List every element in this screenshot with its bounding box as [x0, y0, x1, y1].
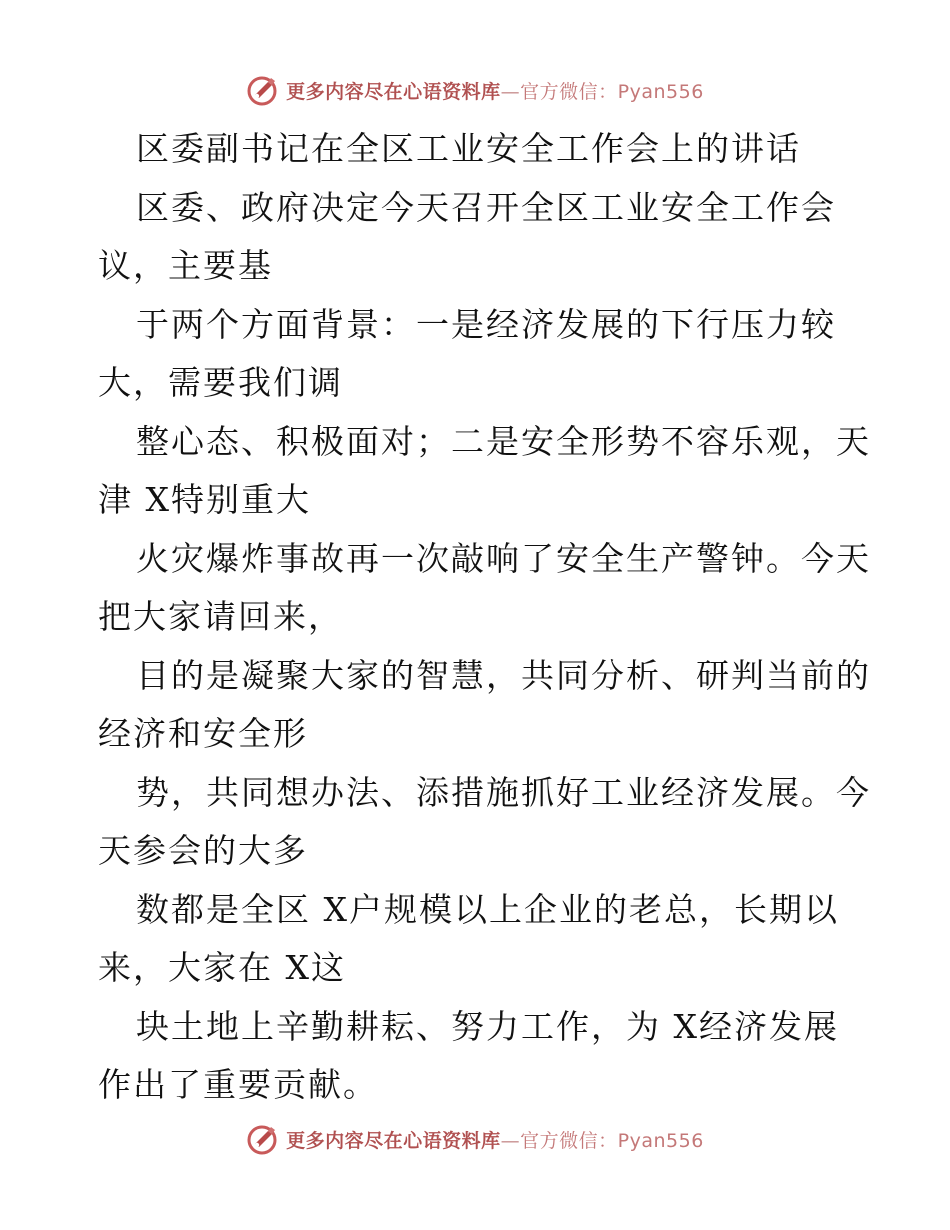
- watermark-wechat-text: 官方微信：Pyan556: [520, 1129, 704, 1152]
- text-line: 目的是凝聚大家的智慧，共同分析、研判当前的: [136, 655, 871, 695]
- text-line: 大，需要我们调: [98, 363, 343, 402]
- text-line: 作出了重要贡献。: [98, 1065, 378, 1104]
- text-line: 津 X特别重大: [98, 480, 311, 519]
- text-line: 天参会的大多: [98, 831, 308, 870]
- footer-watermark-banner: [0, 1119, 950, 1159]
- document-body: [98, 120, 871, 1115]
- watermark-text: [286, 77, 704, 104]
- text-line: 块土地上辛勤耕耘、努力工作，为 X经济发展: [136, 1006, 839, 1046]
- text-line: 于两个方面背景：一是经济发展的下行压力较: [136, 304, 836, 344]
- text-line: 区委、政府决定今天召开全区工业安全工作会: [136, 187, 836, 227]
- text-line: 数都是全区 X户规模以上企业的老总，长期以: [136, 889, 839, 929]
- watermark-text: [286, 1126, 704, 1153]
- watermark-separator: —: [500, 80, 521, 103]
- text-line: 火灾爆炸事故再一次敲响了安全生产警钟。今天: [136, 538, 871, 578]
- text-line: 来，大家在 X这: [98, 948, 346, 987]
- watermark-separator: —: [500, 1129, 521, 1152]
- watermark-main-text: 更多内容尽在心语资料库: [286, 80, 501, 103]
- text-line: 势，共同想办法、添措施抓好工业经济发展。今: [136, 772, 871, 812]
- watermark-wechat-text: 官方微信：Pyan556: [520, 80, 704, 103]
- brand-logo-icon: [246, 1122, 280, 1156]
- watermark-main-text: 更多内容尽在心语资料库: [286, 1129, 501, 1152]
- text-line: 议，主要基: [98, 246, 273, 285]
- header-watermark-banner: [0, 70, 950, 110]
- text-line: 经济和安全形: [98, 714, 308, 753]
- brand-logo-icon: [246, 73, 280, 107]
- text-line: 整心态、积极面对；二是安全形势不容乐观，天: [136, 421, 871, 461]
- text-line: 把大家请回来，: [98, 597, 343, 636]
- document-title-line: 区委副书记在全区工业安全工作会上的讲话: [136, 129, 801, 168]
